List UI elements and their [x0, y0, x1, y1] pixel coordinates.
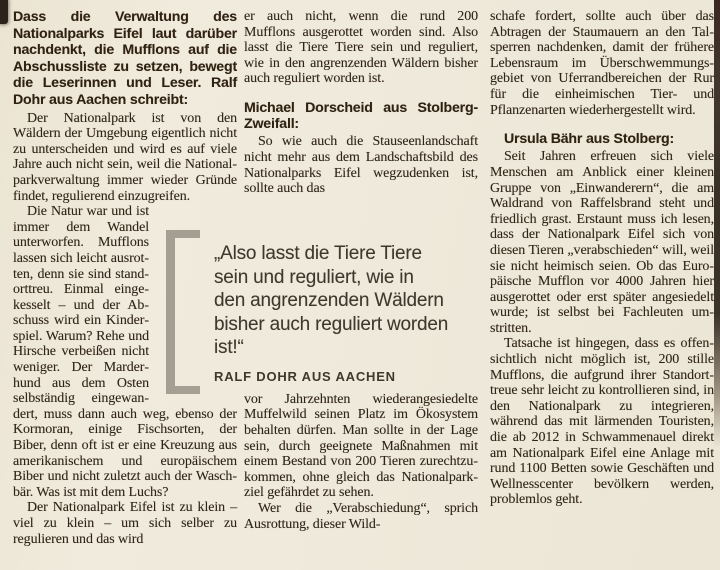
paragraph	[13, 500, 237, 547]
paragraph: Tatsache ist hingegen, dass es offensichtlich nicht möglich ist, 200 stille Mufflons, die aufgrund ihrer Standorttreue sehr leicht zu kontrollieren sind, in den Nationalpark zu integrieren, während das mit lärmenden Touristen, die ab 2012 in Schwammenauel direkt am Nationalpark Eifel eine Anlage mit rund 1100 Betten sowie Geschäften und Wellnesscenter bevölkern werden, problemlos geht.	[490, 336, 714, 508]
open-bracket-icon	[166, 230, 200, 394]
paragraph: er auch nicht, wenn die rund 200 Mufflons ausgerottet worden sind. Also lasst die Tiere Tiere sein und reguliert, wie in den angrenzenden Wäldern bisher auch reguliert worden ist.	[244, 9, 478, 87]
paragraph: schafe fordert, sollte auch über das Abtragen der Staumauern an den Talsperren nachdenken, damit der frühere Lebensraum im Überschwemmungsgebiet von Uferrandbereichen der Rur für die einheimischen Tier- und Pflanzenarten wiederhergestellt wird.	[490, 9, 714, 118]
pull-quote-line: sein und reguliert, wie in	[214, 266, 414, 288]
paragraph: vor Jahrzehnten wiederangesiedelte Muffelwild seinen Platz im Ökosystem behalten dürfen. Man sollte in der Lage sein, durch geeignete Maßnahmen mit einem Bestand von 200 Tieren zurechtzukommen, ohne gleich das Nationalparkziel gefährdet zu sehen.	[244, 391, 478, 501]
pull-quote-line: bisher auch reguliert worden	[214, 313, 449, 335]
paragraph: So wie auch die Stauseenlandschaft nicht mehr aus dem Landschaftsbild des Nationalparks Eifel wegzudenken ist, sollte auch das	[244, 134, 478, 197]
letter-author-heading: Michael Dorscheid aus Stolberg-Zweifall:	[244, 99, 478, 133]
pull-quote-line: den angrenzenden Wäldern	[214, 290, 444, 311]
pull-quote-line: ist!“	[214, 337, 244, 358]
scan-mark-top-left-artifact	[0, 0, 8, 24]
letter-author-heading: Ursula Bähr aus Stolberg:	[504, 131, 675, 148]
pull-quote	[166, 230, 486, 384]
paragraph-text: Der Nationalpark ist von den Wäldern der Umgebung eigentlich nicht zu unterscheiden und wird es auf viele Jahre auch nicht sein, weil die Nationalparkverwaltung immer wieder Gründe findet, regulierend einzugreifen.	[13, 110, 237, 204]
paragraph-text: Die Natur war und ist immer dem Wandel unterworfen. Mufflons lassen sich leicht ausrotten, denn sie sind standorttreu. Einmal eingekesselt – und der Abschuss wird ein Kinderspiel. Warum? Rehe und Hirsche verbeißen nicht weniger. Der Marderhund aus dem Osten selbständig eingewandert, muss dann auch weg, ebenso der Kormoran, einige Fischsorten, der Biber, denn oft ist er eine Kreuzung aus amerikanischem und europäischem Biber und nicht zuletzt auch der Waschbär. Was ist mit dem Luchs?	[13, 204, 237, 500]
paragraph	[13, 111, 237, 205]
article-intro: Dass die Verwaltung des Nationalparks Eifel laut darüber nachdenkt, die Mufflons auf die Abschussliste zu setzen, bewegt die Leserinnen und Leser. Ralf Dohr aus Aachen schreibt:	[13, 9, 237, 108]
paragraph: Wer die „Verabschiedung“, sprich Ausrottung, dieser Wild-	[244, 500, 478, 532]
quote-attribution: RALF DOHR AUS AACHEN	[214, 368, 396, 384]
pull-quote-text	[214, 230, 486, 384]
column-3	[490, 9, 714, 508]
scan-edge-right-artifact	[714, 0, 720, 448]
paragraph: Seit Jahren erfreuen sich viele Menschen am Anblick einer kleinen Gruppe von „Einwanderern“, die am Waldrand von Raffelsbrand steht und friedlich grast. Erstaunt muss ich lesen, dass der Nationalpark Eifel sich von diesen Tieren „verabschieden“ will, weil sie nicht heimisch seien. Ob das Europäische Mufflon vor 4000 Jahren hier ausgerottet oder erst später angesiedelt wurde; ist selbst bei Fachleuten umstritten.	[490, 149, 714, 336]
pull-quote-line: „Also lasst die Tiere Tiere	[214, 243, 422, 264]
paragraph-text: Der Nationalpark Eifel ist zu klein – viel zu klein – um sich selber zu regulieren und das wird	[13, 500, 237, 547]
